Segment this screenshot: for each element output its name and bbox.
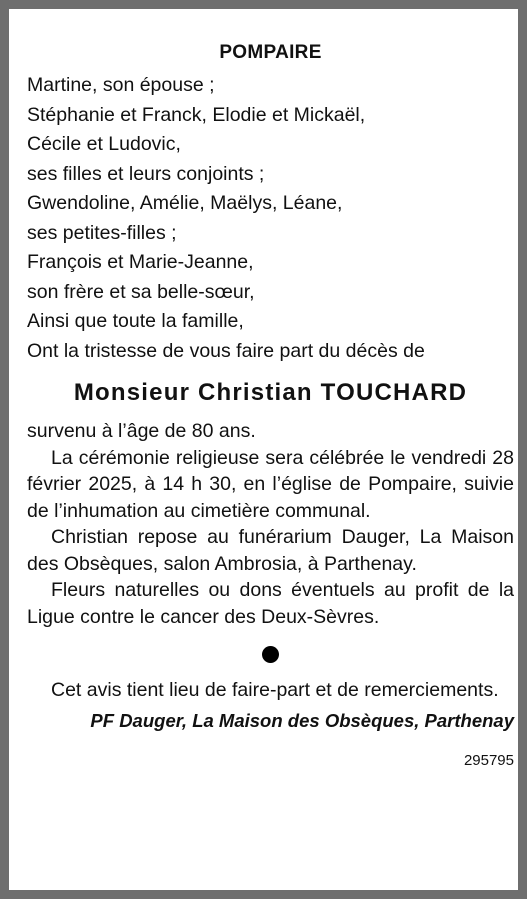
flowers-paragraph: Fleurs naturelles ou dons éventuels au profit de la Ligue contre le cancer des Deux-Sèvres. — [27, 579, 514, 628]
deceased-name: Monsieur Christian TOUCHARD — [73, 379, 468, 406]
family-line: Martine, son épouse ; — [27, 74, 215, 96]
family-line: son frère et sa belle-sœur, — [27, 280, 255, 303]
family-line: Ont la tristesse de vous faire part du décès de — [27, 339, 425, 362]
ceremony-paragraph: La cérémonie religieuse sera célébrée le vendredi 28 février 2025, à 14 h 30, en l’église de Pompaire, suivie de l’inhumation au cimetière communal. — [27, 446, 514, 522]
funerarium-paragraph: Christian repose au funérarium Dauger, La Maison des Obsèques, salon Ambrosia, à Parthenay. — [27, 526, 514, 575]
family-line: Gwendoline, Amélie, Maëlys, Léane, — [27, 192, 343, 214]
age-line: survenu à l’âge de 80 ans. — [27, 420, 256, 442]
family-line: François et Marie-Jeanne, — [27, 251, 254, 273]
family-line: Cécile et Ludovic, — [27, 133, 181, 155]
reference-number: 295795 — [463, 751, 514, 769]
obituary-notice-body — [27, 18, 514, 770]
family-line: ses filles et leurs conjoints ; — [27, 162, 265, 185]
family-line: ses petites-filles ; — [27, 221, 177, 244]
family-list — [27, 71, 514, 366]
place-heading: POMPAIRE — [219, 42, 322, 63]
funeral-home-signature: PF Dauger, La Maison des Obsèques, Parthenay — [90, 709, 514, 731]
separator — [27, 646, 514, 663]
closing-paragraph: Cet avis tient lieu de faire-part et de remerciements. — [51, 679, 499, 701]
family-line: Stéphanie et Franck, Elodie et Mickaël, — [27, 103, 366, 126]
family-line: Ainsi que toute la famille, — [27, 310, 244, 332]
bullet-separator-icon — [262, 646, 279, 663]
